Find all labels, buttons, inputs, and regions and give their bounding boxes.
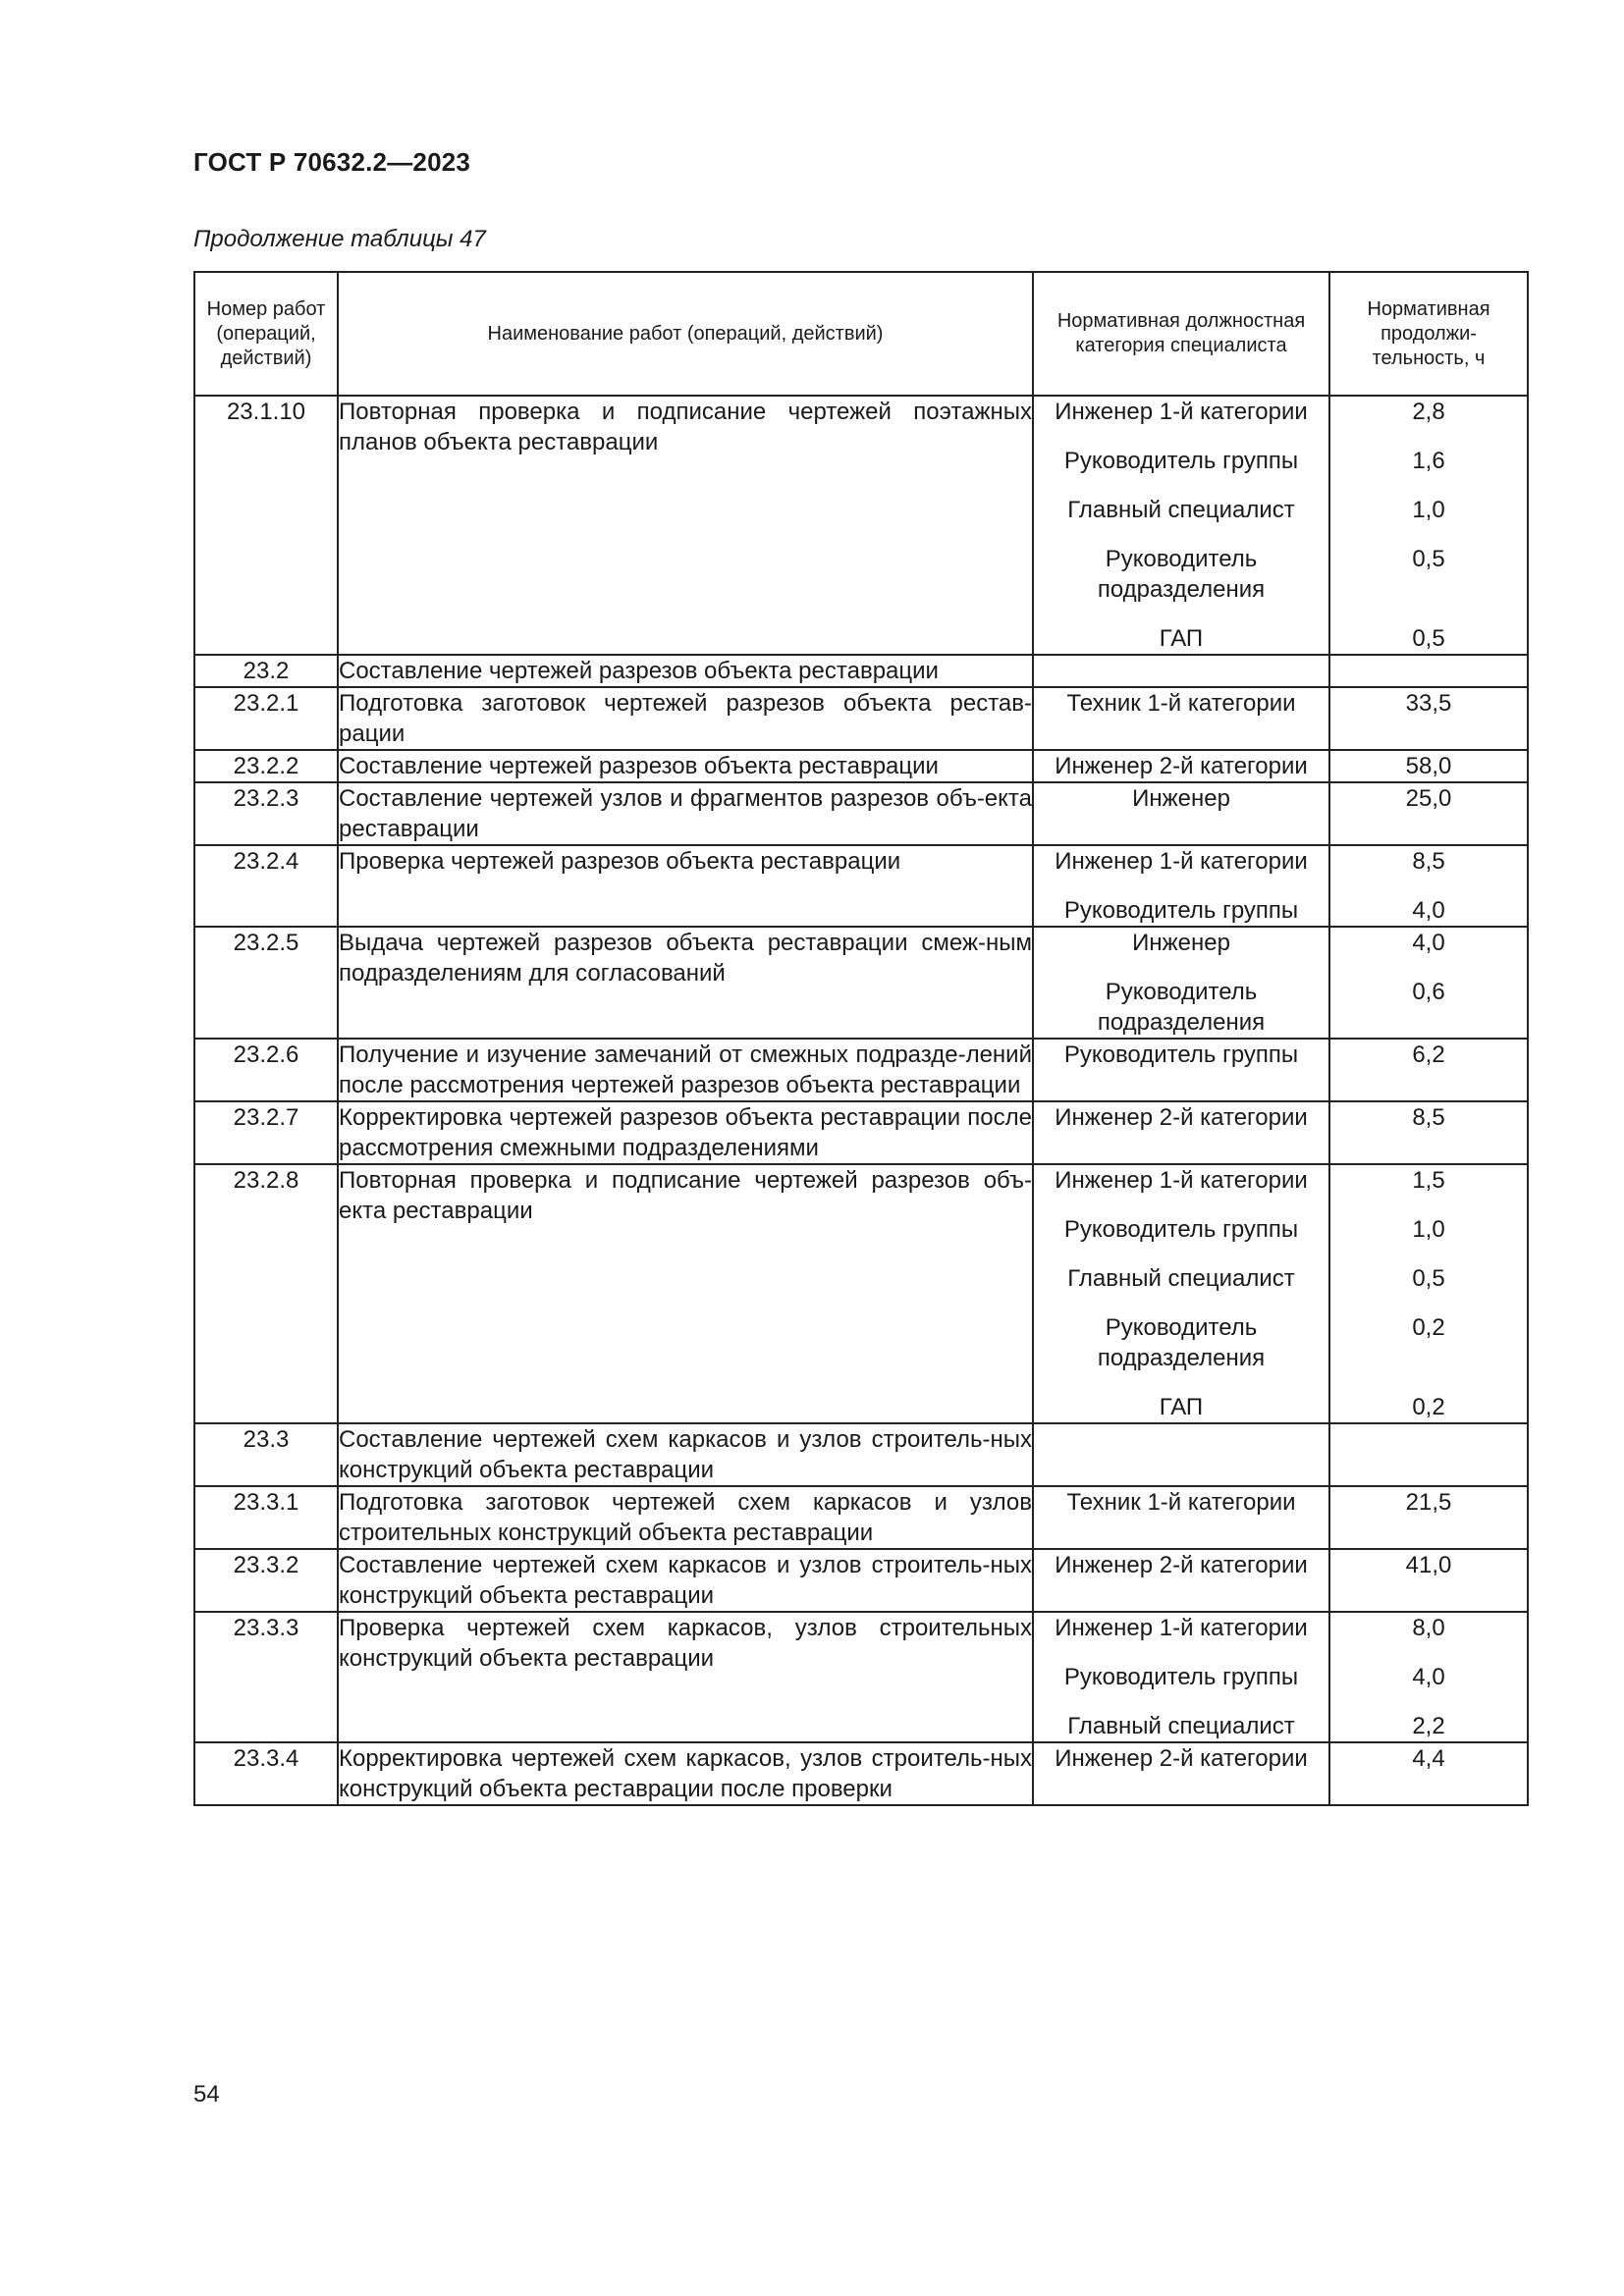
duration-hours: 1,0 xyxy=(1412,497,1445,523)
table-row xyxy=(194,687,1528,750)
durations xyxy=(1329,1423,1528,1486)
table-row xyxy=(194,1423,1528,1486)
norms-table xyxy=(193,271,1529,1806)
table-row xyxy=(194,845,1528,927)
table-row xyxy=(194,1486,1528,1549)
specialist-categories xyxy=(1033,845,1329,927)
durations xyxy=(1329,845,1528,927)
work-number: 23.3.2 xyxy=(194,1549,338,1612)
duration-hours: 2,2 xyxy=(1412,1713,1445,1739)
specialist-categories xyxy=(1033,655,1329,687)
document-header: ГОСТ Р 70632.2—2023 xyxy=(193,147,471,177)
specialist-category: Инженер 2-й категории xyxy=(1055,1104,1308,1131)
work-number: 23.2.1 xyxy=(194,687,338,750)
specialist-categories xyxy=(1033,1742,1329,1805)
work-name: Выдача чертежей разрезов объекта реставрации смеж-ным подразделениям для согласований xyxy=(338,927,1033,1039)
durations xyxy=(1329,687,1528,750)
work-name: Проверка чертежей разрезов объекта реставрации xyxy=(338,845,1033,927)
specialist-categories xyxy=(1033,927,1329,1039)
work-name: Составление чертежей разрезов объекта реставрации xyxy=(338,655,1033,687)
duration-hours: 0,2 xyxy=(1412,1394,1445,1420)
col-header-role: Нормативная должностная категория специалиста xyxy=(1033,272,1329,396)
specialist-category: Инженер xyxy=(1132,930,1230,956)
specialist-category: Техник 1-й категории xyxy=(1066,1489,1296,1516)
table-row xyxy=(194,782,1528,845)
work-number: 23.2.6 xyxy=(194,1039,338,1101)
specialist-category: Главный специалист xyxy=(1067,1265,1295,1292)
table-row xyxy=(194,1039,1528,1101)
duration-hours: 1,6 xyxy=(1412,448,1445,474)
durations xyxy=(1329,1039,1528,1101)
durations xyxy=(1329,750,1528,782)
work-number: 23.2.7 xyxy=(194,1101,338,1164)
specialist-category: Руководитель подразделения xyxy=(1097,1314,1266,1371)
work-number: 23.2.3 xyxy=(194,782,338,845)
work-name: Составление чертежей узлов и фрагментов разрезов объ-екта реставрации xyxy=(338,782,1033,845)
work-name: Проверка чертежей схем каркасов, узлов строительных конструкций объекта реставрации xyxy=(338,1612,1033,1742)
specialist-categories xyxy=(1033,782,1329,845)
specialist-category: Руководитель группы xyxy=(1063,1041,1299,1068)
specialist-categories xyxy=(1033,1039,1329,1101)
work-number: 23.2 xyxy=(194,655,338,687)
duration-hours: 0,6 xyxy=(1412,979,1445,1005)
durations xyxy=(1329,1101,1528,1164)
table-row xyxy=(194,927,1528,1039)
specialist-categories xyxy=(1033,687,1329,750)
durations xyxy=(1329,927,1528,1039)
duration-hours: 0,5 xyxy=(1412,546,1445,572)
duration-hours: 0,5 xyxy=(1412,1265,1445,1292)
table-header-row xyxy=(194,272,1528,396)
table-row xyxy=(194,1612,1528,1742)
durations xyxy=(1329,1486,1528,1549)
specialist-category: ГАП xyxy=(1159,625,1204,652)
specialist-category: Техник 1-й категории xyxy=(1066,690,1296,717)
duration-hours: 0,2 xyxy=(1412,1314,1445,1341)
specialist-categories xyxy=(1033,1164,1329,1423)
specialist-category: Инженер xyxy=(1132,785,1230,812)
work-name: Повторная проверка и подписание чертежей поэтажных планов объекта реставрации xyxy=(338,396,1033,655)
work-number: 23.3.1 xyxy=(194,1486,338,1549)
work-name: Корректировка чертежей разрезов объекта реставрации после рассмотрения смежными подразделениями xyxy=(338,1101,1033,1164)
table-row xyxy=(194,1549,1528,1612)
table-row xyxy=(194,1742,1528,1805)
work-number: 23.2.5 xyxy=(194,927,338,1039)
table-row xyxy=(194,396,1528,655)
specialist-category: Руководитель группы xyxy=(1063,1216,1299,1243)
specialist-categories xyxy=(1033,396,1329,655)
work-name: Получение и изучение замечаний от смежных подразде-лений после рассмотрения чертежей разрезов объекта реставрации xyxy=(338,1039,1033,1101)
specialist-categories xyxy=(1033,1486,1329,1549)
specialist-category: ГАП xyxy=(1159,1394,1204,1420)
work-name: Корректировка чертежей схем каркасов, узлов строитель-ных конструкций объекта реставрации после проверки xyxy=(338,1742,1033,1805)
work-name: Составление чертежей схем каркасов и узлов строитель-ных конструкций объекта реставрации xyxy=(338,1423,1033,1486)
work-number: 23.3.4 xyxy=(194,1742,338,1805)
duration-hours: 4,0 xyxy=(1412,930,1445,956)
work-name: Подготовка заготовок чертежей схем каркасов и узлов строительных конструкций объекта реставрации xyxy=(338,1486,1033,1549)
duration-hours: 8,0 xyxy=(1412,1615,1445,1641)
table-row xyxy=(194,655,1528,687)
specialist-category: Инженер 2-й категории xyxy=(1055,1552,1308,1578)
specialist-category: Инженер 1-й категории xyxy=(1055,1167,1308,1194)
duration-hours: 1,5 xyxy=(1412,1167,1445,1194)
duration-hours: 33,5 xyxy=(1405,690,1452,717)
work-number: 23.2.8 xyxy=(194,1164,338,1423)
duration-hours: 25,0 xyxy=(1405,785,1452,812)
specialist-category: Руководитель группы xyxy=(1063,897,1299,924)
specialist-category: Руководитель группы xyxy=(1063,448,1299,474)
specialist-category: Инженер 2-й категории xyxy=(1055,1745,1308,1772)
duration-hours: 6,2 xyxy=(1412,1041,1445,1068)
table-row xyxy=(194,1101,1528,1164)
specialist-categories xyxy=(1033,1101,1329,1164)
work-number: 23.2.4 xyxy=(194,845,338,927)
work-number: 23.2.2 xyxy=(194,750,338,782)
duration-hours: 41,0 xyxy=(1405,1552,1452,1578)
specialist-categories xyxy=(1033,1423,1329,1486)
durations xyxy=(1329,655,1528,687)
specialist-category: Инженер 2-й категории xyxy=(1055,753,1308,779)
specialist-categories xyxy=(1033,750,1329,782)
col-header-name: Наименование работ (операций, действий) xyxy=(338,272,1033,396)
durations xyxy=(1329,396,1528,655)
col-header-hours: Нормативная продолжи-тельность, ч xyxy=(1329,272,1528,396)
specialist-category: Главный специалист xyxy=(1067,497,1295,523)
specialist-category: Руководитель подразделения xyxy=(1097,546,1266,603)
specialist-categories xyxy=(1033,1612,1329,1742)
specialist-categories xyxy=(1033,1549,1329,1612)
work-number: 23.3 xyxy=(194,1423,338,1486)
table-row xyxy=(194,1164,1528,1423)
durations xyxy=(1329,1612,1528,1742)
duration-hours: 4,0 xyxy=(1412,1664,1445,1690)
durations xyxy=(1329,1549,1528,1612)
work-name: Подготовка заготовок чертежей разрезов объекта рестав-рации xyxy=(338,687,1033,750)
col-header-number: Номер работ (операций, действий) xyxy=(194,272,338,396)
durations xyxy=(1329,1742,1528,1805)
duration-hours: 2,8 xyxy=(1412,399,1445,425)
duration-hours: 0,5 xyxy=(1412,625,1445,652)
work-number: 23.3.3 xyxy=(194,1612,338,1742)
work-number: 23.1.10 xyxy=(194,396,338,655)
page-number: 54 xyxy=(193,2081,220,2108)
duration-hours: 4,0 xyxy=(1412,897,1445,924)
duration-hours: 8,5 xyxy=(1412,1104,1445,1131)
specialist-category: Инженер 1-й категории xyxy=(1055,848,1308,875)
table-caption: Продолжение таблицы 47 xyxy=(193,226,486,252)
work-name: Повторная проверка и подписание чертежей разрезов объ-екта реставрации xyxy=(338,1164,1033,1423)
duration-hours: 58,0 xyxy=(1405,753,1452,779)
work-name: Составление чертежей схем каркасов и узлов строитель-ных конструкций объекта реставрации xyxy=(338,1549,1033,1612)
duration-hours: 4,4 xyxy=(1412,1745,1445,1772)
work-name: Составление чертежей разрезов объекта реставрации xyxy=(338,750,1033,782)
specialist-category: Руководитель подразделения xyxy=(1097,979,1266,1036)
duration-hours: 8,5 xyxy=(1412,848,1445,875)
durations xyxy=(1329,1164,1528,1423)
duration-hours: 21,5 xyxy=(1405,1489,1452,1516)
specialist-category: Главный специалист xyxy=(1067,1713,1295,1739)
specialist-category: Инженер 1-й категории xyxy=(1055,399,1308,425)
durations xyxy=(1329,782,1528,845)
table-row xyxy=(194,750,1528,782)
duration-hours: 1,0 xyxy=(1412,1216,1445,1243)
specialist-category: Руководитель группы xyxy=(1063,1664,1299,1690)
specialist-category: Инженер 1-й категории xyxy=(1055,1615,1308,1641)
